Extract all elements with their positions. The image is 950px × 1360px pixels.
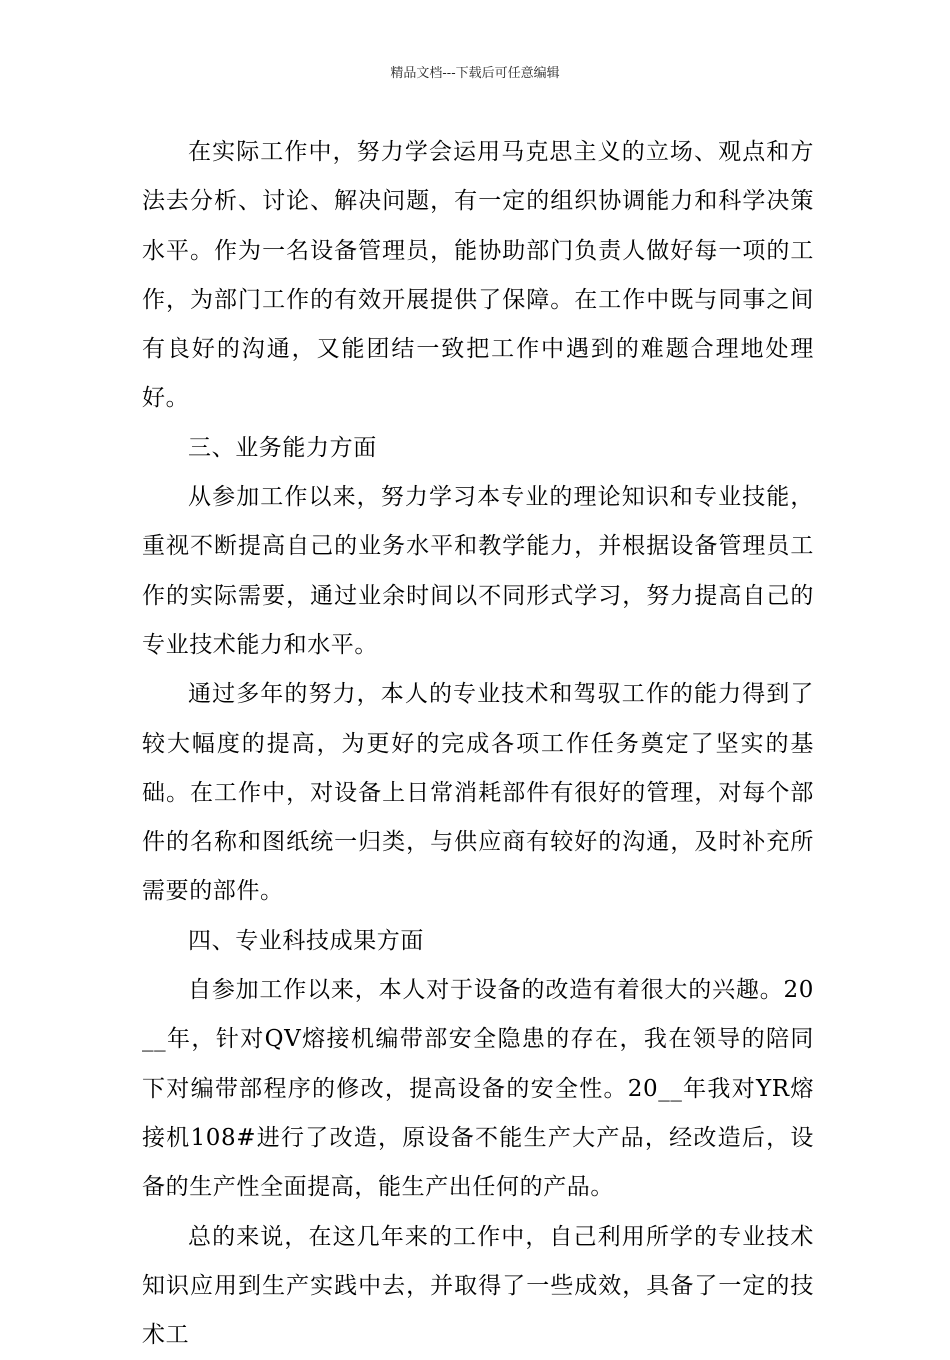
paragraph-business-ability: 从参加工作以来，努力学习本专业的理论知识和专业技能，重视不断提高自己的业务水平和教学能力，并根据设备管理员工作的实际需要，通过业余时间以不同形式学习，努力提高自己的专业技术能力和水平。 <box>142 484 814 658</box>
paragraph-summary: 总的来说，在这几年来的工作中，自己利用所学的专业技术知识应用到生产实践中去，并取得了一些成效，具备了一定的技术工 <box>142 1223 814 1349</box>
document-body <box>142 128 814 1360</box>
page-header: 精品文档---下载后可任意编辑 <box>390 66 560 81</box>
paragraph-skill-improvement: 通过多年的努力，本人的专业技术和驾驭工作的能力得到了较大幅度的提高，为更好的完成各项工作任务奠定了坚实的基础。在工作中，对设备上日常消耗部件有很好的管理，对每个部件的名称和图纸统一归类，与供应商有较好的沟通，及时补充所需要的部件。 <box>142 681 814 905</box>
paragraph-work-ability: 在实际工作中，努力学会运用马克思主义的立场、观点和方法去分析、讨论、解决问题，有一定的组织协调能力和科学决策水平。作为一名设备管理员，能协助部门负责人做好每一项的工作，为部门工作的有效开展提供了保障。在工作中既与同事之间有良好的沟通，又能团结一致把工作中遇到的难题合理地处理好。 <box>142 139 814 412</box>
section-heading-tech-achievements: 四、专业科技成果方面 <box>188 927 424 954</box>
section-heading-business-ability: 三、业务能力方面 <box>188 434 377 461</box>
paragraph-tech-achievements: 自参加工作以来，本人对于设备的改造有着很大的兴趣。20__年，针对QV熔接机编带部安全隐患的存在，我在领导的陪同下对编带部程序的修改，提高设备的安全性。20__年我对YR熔接机108#进行了改造，原设备不能生产大产品，经改造后，设备的生产性全面提高，能生产出任何的产品。 <box>142 977 814 1201</box>
